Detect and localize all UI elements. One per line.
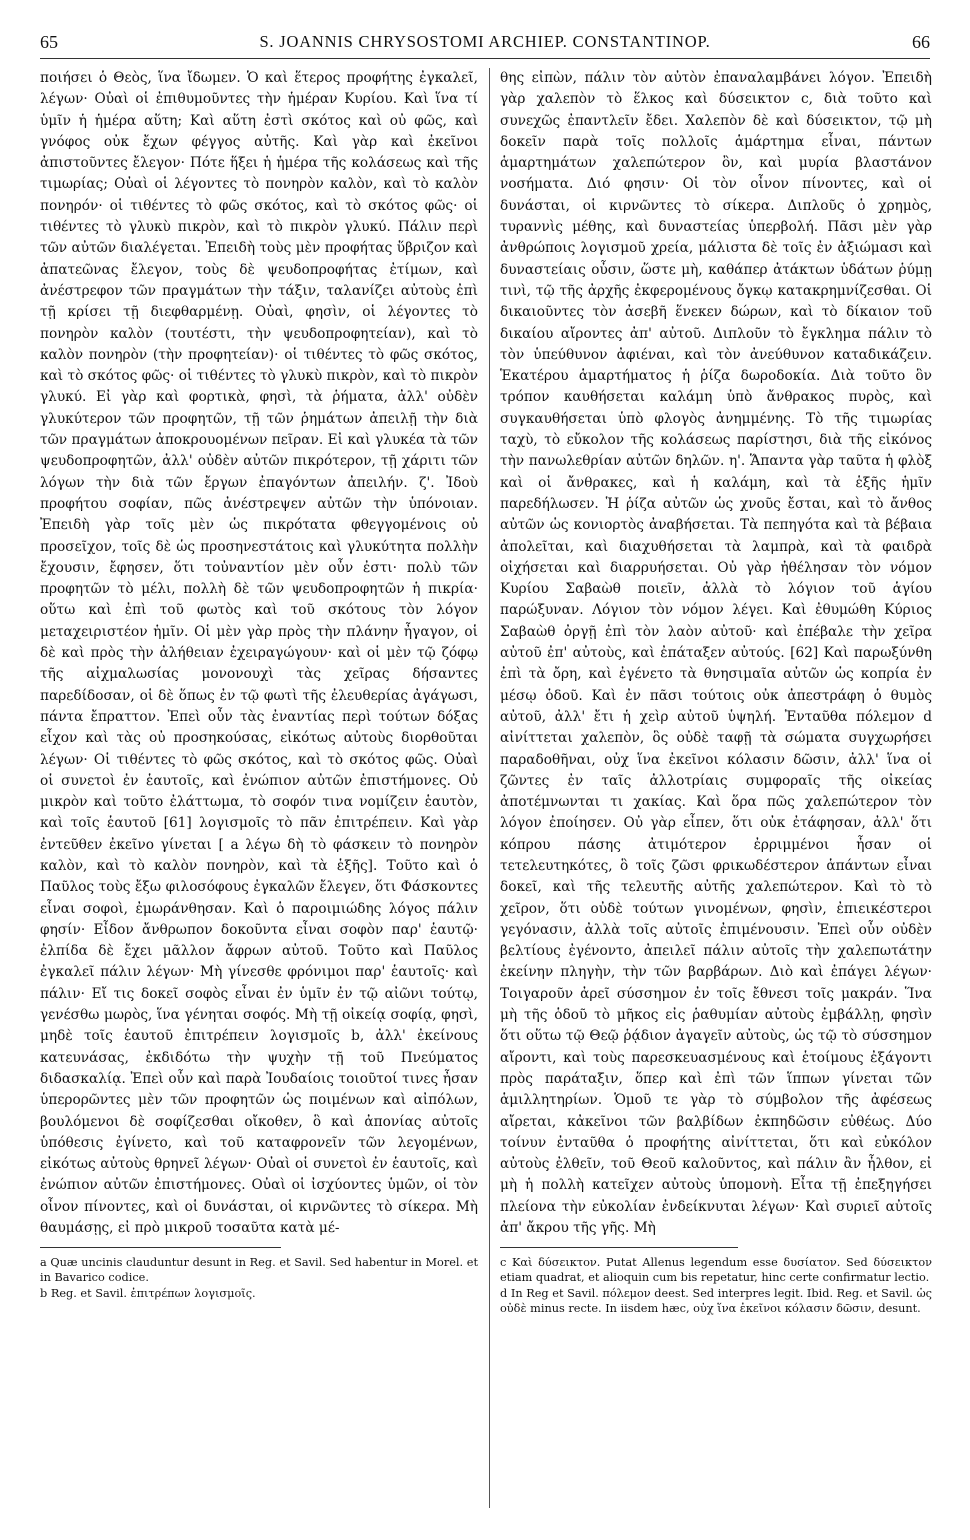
running-title: S. JOANNIS CHRYSOSTOMI ARCHIEP. CONSTANTINOP. (259, 32, 711, 51)
left-column (40, 68, 478, 1508)
left-column-text: ποιήσει ὁ Θεὸς, ἵνα ἴδωμεν. Ὁ καὶ ἕτερος προφήτης ἐγκαλεῖ, λέγων· Οὐαὶ οἱ ἐπιθυμοῦντες τὴν ἡμέραν Κυρίου. Καὶ ἵνα τί ὑμῖν ἡ ἡμέρα αὕτη; Καὶ αὕτη ἐστὶ σκότος καὶ οὐ φῶς, καὶ γνόφος οὐκ ἔχων φέγγος αὐτῆς. Καὶ γὰρ καὶ ἐκεῖνοι ἀπιστοῦντες ἔλεγον· Πότε ἥξει ἡ ἡμέρα τῆς κολάσεως καὶ τῆς τιμωρίας; Οὐαὶ οἱ λέγοντες τὸ πονηρὸν καλὸν, καὶ τὸ καλὸν πονηρόν· οἱ τιθέντες τὸ φῶς σκότος, καὶ τὸ σκότος φῶς· οἱ τιθέντες τὸ γλυκὺ πικρὸν, καὶ τὸ πικρὸν γλυκύ. Πάλιν περὶ τῶν αὐτῶν διαλέγεται. Ἐπειδὴ τοὺς μὲν προφήτας ὕβριζον καὶ ἀπατεῶνας ἔλεγον, τοὺς δὲ ψευδοπροφήτας ἐτίμων, καὶ ἀνέστρεφον τῶν πραγμάτων τὴν τάξιν, ταλανίζει αὐτοὺς ἐπὶ τῇ κρίσει τῇ διεφθαρμένῃ. Οὐαὶ, φησὶν, οἱ λέγοντες τὸ πονηρὸν καλὸν (τουτέστι, τὴν ψευδοπροφητείαν), καὶ τὸ καλὸν πονηρὸν (τὴν προφητείαν)· οἱ τιθέντες τὸ φῶς σκότος, καὶ τὸ σκότος φῶς· οἱ τιθέντες τὸ γλυκὺ πικρὸν, καὶ τὸ πικρὸν γλυκύ. Εἰ γὰρ καὶ φορτικὰ, φησὶ, τὰ ῥήματα, ἀλλ' οὐδὲν γλυκύτερον τῶν προφητῶν, τῇ τῶν ῥημάτων ἀπειλῇ τὴν διὰ τῶν πραγμάτων ἀποκρουομένων πεῖραν. Εἰ καὶ γλυκέα τὰ τῶν ψευδοπροφητῶν, ἀλλ' οὐδὲν αὐτῶν πικρότερον, τῇ χάριτι τῶν λόγων τὴν διὰ τῶν ἔργων ἐπαγόντων ἀπειλήν. ζ'. Ἰδοὺ προφήτου σοφίαν, πῶς ἀνέστρεψεν αὐτῶν τὴν ὑπόνοιαν. Ἐπειδὴ γὰρ τοῖς μὲν ὡς πικρότατα φθεγγομένοις οὐ προσεῖχον, τοῖς δὲ ὡς προσηνεστάτοις καὶ γλυκύτητα πολλὴν ἔχουσιν, ἔφησεν, ὅτι τοὐναντίον μὲν οὖν ἐστι· πολὺ τῶν προφητῶν τὸ μέλι, πολλὴ δὲ τῶν ψευδοπροφητῶν ἡ πικρία· οὕτω καὶ ἐπὶ τοῦ φωτὸς καὶ τοῦ σκότους τὸν λόγον μεταχειριστέον ἡμῖν. Οἱ μὲν γὰρ πρὸς τὴν πλάνην ἦγαγον, οἱ δὲ καὶ πρὸς τὴν ἀλήθειαν ἐχειραγώγουν· καὶ οἱ μὲν τῷ ζόφῳ τῆς αἰχμαλωσίας μονονουχὶ τὰς χεῖρας δήσαντες παρεδίδοσαν, οἱ δὲ ὅπως ἐν τῷ φωτὶ τῆς ἐλευθερίας ἀγάγωσι, πάντα ἔπραττον. Ἐπεὶ οὖν τὰς ἐναντίας περὶ τούτων δόξας εἶχον καὶ τὰς οὐ προσηκούσας, εἰκότως αὐτοὺς διορθοῦται λέγων· Οἱ τιθέντες τὸ φῶς σκότος, καὶ τὸ σκότος φῶς. Οὐαὶ οἱ συνετοὶ ἐν ἑαυτοῖς, καὶ ἐνώπιον αὐτῶν ἐπιστήμονες. Οὐ μικρὸν καὶ τοῦτο ἐλάττωμα, τὸ σοφόν τινα νομίζειν ἑαυτὸν, καὶ τοῖς ἑαυτοῦ [61] λογισμοῖς τὸ πᾶν ἐπιτρέπειν. Καὶ γὰρ ἐντεῦθεν ἐκεῖνο γίνεται [ a λέγω δὴ τὸ φάσκειν τὸ πονηρὸν καλὸν, καὶ τὸ καλὸν πονηρὸν, καὶ τὰ ἑξῆς]. Τοῦτο καὶ ὁ Παῦλος τοὺς ἔξω φιλοσόφους ἐγκαλῶν ἔλεγεν, ὅτι Φάσκοντες εἶναι σοφοὶ, ἐμωράνθησαν. Καὶ ὁ παροιμιώδης λόγος πάλιν φησίν· Εἶδον ἄνθρωπον δοκοῦντα εἶναι σοφὸν παρ' ἑαυτῷ· ἐλπίδα δὲ ἔχει μᾶλλον ἄφρων αὐτοῦ. Τοῦτο καὶ Παῦλος ἐγκαλεῖ πάλιν λέγων· Μὴ γίνεσθε φρόνιμοι παρ' ἑαυτοῖς· καὶ πάλιν· Εἴ τις δοκεῖ σοφὸς εἶναι ἐν ὑμῖν ἐν τῷ αἰῶνι τούτῳ, γενέσθω μωρὸς, ἵνα γένηται σοφός. Μὴ τῇ οἰκείᾳ σοφίᾳ, φησὶ, μηδὲ τοῖς ἑαυτοῦ ἐπιτρέπειν λογισμοῖς b, ἀλλ' ἐκείνους κατευνάσας, ἐκδιδότω τὴν ψυχὴν τῇ τοῦ Πνεύματος διδασκαλίᾳ. Ἐπεὶ οὖν καὶ παρὰ Ἰουδαίοις τοιοῦτοί τινες ἦσαν ὑπερορῶντες μὲν τῶν προφητῶν ὡς ποιμένων καὶ αἰπόλων, βουλόμενοι δὲ σοφίζεσθαι οἴκοθεν, ὃ καὶ ἀπονίας αὐτοῖς ὑπόθεσις ἐγίνετο, καὶ τοῦ καταφρονεῖν τῶν λεγομένων, εἰκότως αὐτοὺς θρηνεῖ λέγων· Οὐαὶ οἱ συνετοὶ ἐν ἑαυτοῖς, καὶ ἐνώπιον αὐτῶν ἐπιστήμονες. Οὐαὶ οἱ ἰσχύοντες ὑμῶν, οἱ τὸν οἶνον πίνοντες, καὶ οἱ δυνάσται, οἱ κιρνῶντες τὸ σίκερα. Μὴ θαυμάσῃς, εἰ πρὸ μικροῦ τοσαῦτα κατὰ μέ- (40, 70, 478, 1237)
page-number-right: 66 (912, 32, 930, 52)
page-number-left: 65 (40, 32, 58, 52)
footnote-c: c Καὶ δύσεικτον. Putat Allenus legendum esse δυσίατον. Sed δύσεικτον etiam quadrat, et alioquin cum bis repetatur, hinc certe confirmatur lectio. (500, 1256, 932, 1284)
right-column-text: θης εἰπὼν, πάλιν τὸν αὐτὸν ἐπαναλαμβάνει λόγον. Ἐπειδὴ γὰρ χαλεπὸν τὸ ἕλκος καὶ δύσεικτον c, διὰ τοῦτο καὶ συνεχῶς ἐπαντλεῖν ἔδει. Χαλεπὸν δὲ καὶ δύσεικτον, τῷ μὴ δοκεῖν παρὰ τοῖς πολλοῖς ἁμάρτημα εἶναι, πάντων ἁμαρτημάτων χαλεπώτερον ὂν, καὶ μυρία βλαστάνον νοσήματα. Διό φησιν· Οἱ τὸν οἶνον πίνοντες, καὶ οἱ δυνάσται, οἱ κιρνῶντες τὸ σίκερα. Διπλοῦς ὁ χρημὸς, τυραννὶς μέθης, καὶ δυναστείας ὑπερβολή. Πᾶσι μὲν γὰρ ἀνθρώποις λογισμοῦ χρεία, μάλιστα δὲ τοῖς ἐν ἀξιώμασι καὶ δυναστείαις οὖσιν, ὥστε μὴ, καθάπερ ἀτάκτων ὑδάτων ῥύμῃ τινὶ, τῷ τῆς ἀρχῆς ἐκφερομένους ὄγκῳ κατακρημνίζεσθαι. Οἱ δικαιοῦντες τὸν ἀσεβῆ ἕνεκεν δώρων, καὶ τὸ δίκαιον τοῦ δικαίου αἴροντες ἀπ' αὐτοῦ. Διπλοῦν τὸ ἔγκλημα πάλιν τὸ τὸν ὑπεύθυνον ἀφιέναι, καὶ τὸν ἀνεύθυνον καταδικάζειν. Ἑκατέρου ἁμαρτήματος ἡ ῥίζα δωροδοκία. Διὰ τοῦτο ὃν τρόπον καυθήσεται καλάμη ὑπὸ ἄνθρακος πυρὸς, καὶ συγκαυθήσεται ὑπὸ φλογὸς ἀνημμένης. Τὸ τῆς τιμωρίας ταχὺ, τὸ εὔκολον τῆς κολάσεως παρίστησι, διὰ τῆς εἰκόνος τὴν πανωλεθρίαν αὐτῶν δηλῶν. η'. Ἅπαντα γὰρ ταῦτα ἡ φλὸξ καὶ οἱ ἄνθρακες, καὶ ἡ καλάμη, καὶ τὰ ἑξῆς ἡμῖν παρεδήλωσεν. Ἡ ῥίζα αὐτῶν ὡς χνοῦς ἔσται, καὶ τὸ ἄνθος αὐτῶν ὡς κονιορτὸς ἀναβήσεται. Τὰ πεπηγότα καὶ τὰ βέβαια ἀπολεῖται, καὶ διαχυθήσεται τὰ λαμπρὰ, καὶ τὰ φαιδρὰ οἰχήσεται καὶ διαρρυήσεται. Οὐ γὰρ ἠθέλησαν τὸν νόμον Κυρίου Σαβαὼθ ποιεῖν, ἀλλὰ τὸ λόγιον τοῦ ἁγίου παρώξυναν. Λόγιον τὸν νόμον λέγει. Καὶ ἐθυμώθη Κύριος Σαβαὼθ ὀργῇ ἐπὶ τὸν λαὸν αὐτοῦ· καὶ ἐπέβαλε τὴν χεῖρα αὐτοῦ ἐπ' αὐτοὺς, καὶ ἐπάταξεν αὐτούς. [62] Καὶ παρωξύνθη ἐπὶ τὰ ὄρη, καὶ ἐγένετο τὰ θνησιμαῖα αὐτῶν ὡς κοπρία ἐν μέσῳ ὁδοῦ. Καὶ ἐν πᾶσι τούτοις οὐκ ἀπεστράφη ὁ θυμὸς αὐτοῦ, ἀλλ' ἔτι ἡ χεὶρ αὐτοῦ ὑψηλή. Ἐνταῦθα πόλεμον d αἰνίττεται χαλεπὸν, ὃς οὐδὲ ταφῇ τὰ σώματα συγχωρήσει παραδοθῆναι, οὐχ ἵνα ἐκεῖνοι κόλασιν δῶσιν, ἀλλ' ἵνα οἱ ζῶντες ἐν ταῖς ἀλλοτρίαις συμφοραῖς τῆς οἰκείας ἀποτέμνωνται τι χακίας. Καὶ ὅρα πῶς χαλεπώτερον τὸν λόγον ἐποίησεν. Οὐ γὰρ εἶπεν, ὅτι οὐκ ἐτάφησαν, ἀλλ' ὅτι κόπρου πάσης ἀτιμότερον ἐρριμμένοι ἦσαν οἱ τετελευτηκότες, ὃ τοῖς ζῶσι φρικωδέστερον ἁπάντων εἶναι δοκεῖ, καὶ τῆς τελευτῆς αὐτῆς χαλεπώτερον. Καὶ τὸ τὸ χεῖρον, ὅτι οὐδὲ τούτων γινομένων, φησὶν, ἐπιεικέστεροι γεγόνασιν, ἀλλὰ τοῖς αὐτοῖς ἐπιμένουσιν. Ἐπεὶ οὖν οὐδὲν βελτίους ἐγένοντο, ἀπειλεῖ πάλιν αὐτοῖς τὴν χαλεπωτάτην ἐκείνην πληγὴν, τὴν τῶν βαρβάρων. Διὸ καὶ ἐπάγει λέγων· Τοιγαροῦν ἀρεῖ σύσσημον ἐν τοῖς ἔθνεσι τοῖς μακράν. Ἵνα μὴ τῆς ὁδοῦ τὸ μῆκος εἰς ῥαθυμίαν αὐτοὺς ἐμβάλλῃ, φησὶν ὅτι οὕτω τῷ Θεῷ ῥᾴδιον ἀγαγεῖν αὐτοὺς, ὡς τῷ τὸ σύσσημον αἴροντι, καὶ τοὺς παρεσκευασμένους καὶ ἑτοίμους ἐξάγοντι πρὸς παράταξιν, ὅπερ καὶ ἐπὶ τῶν ἵππων γίνεται τῶν ἁμιλλητηρίων. Ὁμοῦ τε γὰρ τὸ σύμβολον τῆς ἀφέσεως αἴρεται, κἀκεῖνοι τῶν βαλβίδων ἐκπηδῶσιν εὐθέως. Δύο τοίνυν ἐνταῦθα ὁ προφήτης αἰνίττεται, ὅτι καὶ εὐκόλον αὐτοὺς ἐλθεῖν, τοῦ Θεοῦ καλοῦντος, καὶ πάλιν ἂν ἦλθον, εἰ μὴ ἡ πολλὴ κατεῖχεν αὐτοὺς ὑπομονὴ. Εἶτα τῇ ἐπεξηγήσει πλείονα τὴν εὐκολίαν ἐνδείκνυται λέγων· Καὶ συριεῖ αὐτοῖς ἀπ' ἄκρου τῆς γῆς. Μὴ (500, 70, 932, 1237)
footnote-b: b Reg. et Savil. ἐπιτρέπων λογισμοῖς. (40, 1287, 256, 1301)
running-head (40, 30, 930, 59)
footnote-d: d In Reg et Savil. πόλεμον deest. Sed interpres legit. Ibid. Reg. et Savil. ὡς οὐδὲ minus recte. In iisdem hæc, οὐχ ἵνα ἐκεῖνοι κόλασιν δῶσιν, desunt. (500, 1287, 932, 1315)
footnote-rule-right (500, 1247, 738, 1248)
column-divider (489, 68, 490, 1508)
footnote-rule-left (40, 1247, 281, 1248)
footnote-a: a Quæ uncinis clauduntur desunt in Reg. et Savil. Sed habentur in Morel. et in Bavarico codice. (40, 1256, 478, 1284)
right-column (500, 68, 932, 1508)
